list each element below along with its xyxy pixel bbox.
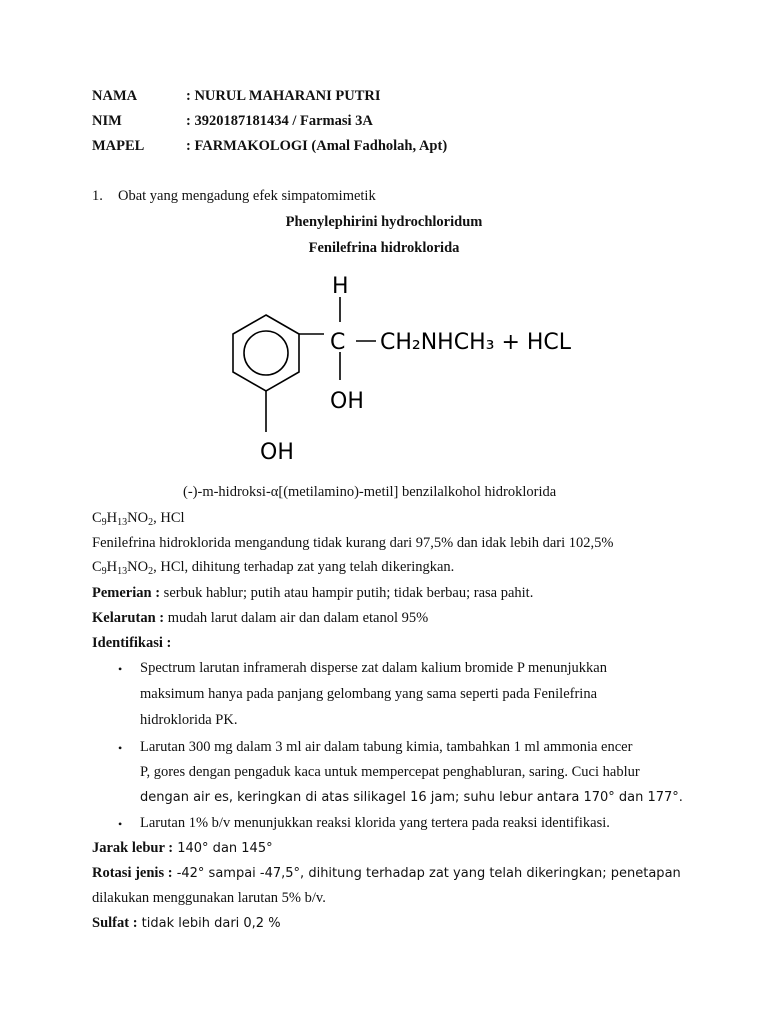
identifikasi-3-line: Larutan 1% b/v menunjukkan reaksi klorida yang tertera pada reaksi identifikasi. [140, 815, 610, 831]
question-number: 1. [92, 188, 103, 204]
chemical-structure [174, 266, 594, 470]
sulfat-value: tidak lebih dari 0,2 % [137, 916, 281, 931]
sulfat-label: Sulfat : [92, 915, 138, 931]
identifikasi-2-line-2: P, gores dengan pengaduk kaca untuk mempercepat penghabluran, saring. Cuci hablur [140, 764, 640, 780]
sulfat-line [92, 915, 281, 932]
kelarutan-value: mudah larut dalam air dan dalam etanol 95% [164, 610, 429, 626]
nama-label: NAMA [92, 88, 138, 104]
rotasi-label: Rotasi jenis : [92, 865, 173, 881]
mapel-label: MAPEL [92, 138, 145, 154]
nim-label: NIM [92, 113, 122, 129]
title-indonesian: Fenilefrina hidroklorida [308, 240, 460, 256]
molecular-formula: $C_9H_{13}NO_2$, HCl [92, 510, 185, 528]
nama-value: : NURUL MAHARANI PUTRI [186, 88, 381, 104]
iupac-name: (-)-m-hidroksi-α[(metilamino)-metil] benzilalkohol hidroklorida [183, 484, 557, 500]
rotasi-line-1 [92, 865, 681, 882]
identifikasi-2-line-3: dengan air es, keringkan di atas silikagel 16 jam; suhu lebur antara 170° dan 177°. [140, 790, 683, 805]
identifikasi-label: Identifikasi : [92, 635, 172, 651]
hydrogen-label: H [332, 274, 349, 299]
jarak-lebur-value: 140° dan 145° [173, 841, 273, 856]
kadar-line-2: $C_9H_{13}NO_2$, HCl, dihitung terhadap zat yang telah dikeringkan. [92, 559, 455, 577]
pemerian-label: Pemerian : [92, 585, 161, 601]
jarak-lebur-label: Jarak lebur : [92, 840, 174, 856]
ring-hydroxyl-label: OH [260, 440, 294, 465]
rotasi-line-2: dilakukan menggunakan larutan 5% b/v. [92, 890, 326, 906]
bullet-1-icon: • [118, 662, 123, 676]
identifikasi-2-line-1: Larutan 300 mg dalam 3 ml air dalam tabung kimia, tambahkan 1 ml ammonia encer [140, 739, 633, 755]
kadar-line-1: Fenilefrina hidroklorida mengandung tidak kurang dari 97,5% dan idak lebih dari 102,5% [92, 535, 614, 551]
rotasi-value: -42° sampai -47,5°, dihitung terhadap zat yang telah dikeringkan; penetapan [172, 866, 681, 881]
side-chain-label: CH₂NHCH₃ + HCL [380, 330, 572, 355]
identifikasi-1-line-3: hidroklorida PK. [140, 712, 238, 728]
kelarutan-label: Kelarutan : [92, 610, 165, 626]
jarak-lebur-line [92, 840, 273, 857]
pemerian-value: serbuk hablur; putih atau hampir putih; tidak berbau; rasa pahit. [160, 585, 534, 601]
benzene-inner-circle [244, 331, 288, 375]
kelarutan-line [92, 610, 428, 627]
nim-value: : 3920187181434 / Farmasi 3A [186, 113, 373, 129]
bullet-3-icon: • [118, 817, 123, 831]
mapel-value: : FARMAKOLOGI (Amal Fadholah, Apt) [186, 138, 448, 154]
title-latin: Phenylephirini hydrochloridum [285, 214, 483, 230]
benzene-ring [233, 315, 299, 391]
identifikasi-1-line-1: Spectrum larutan inframerah disperse zat dalam kalium bromide P menunjukkan [140, 660, 607, 676]
bullet-2-icon: • [118, 741, 123, 755]
hydroxyl-label: OH [330, 389, 364, 414]
carbon-label: C [330, 330, 346, 355]
question-text: Obat yang mengadung efek simpatomimetik [118, 188, 376, 204]
identifikasi-1-line-2: maksimum hanya pada panjang gelombang yang sama seperti pada Fenilefrina [140, 686, 598, 702]
pemerian-line [92, 585, 533, 602]
